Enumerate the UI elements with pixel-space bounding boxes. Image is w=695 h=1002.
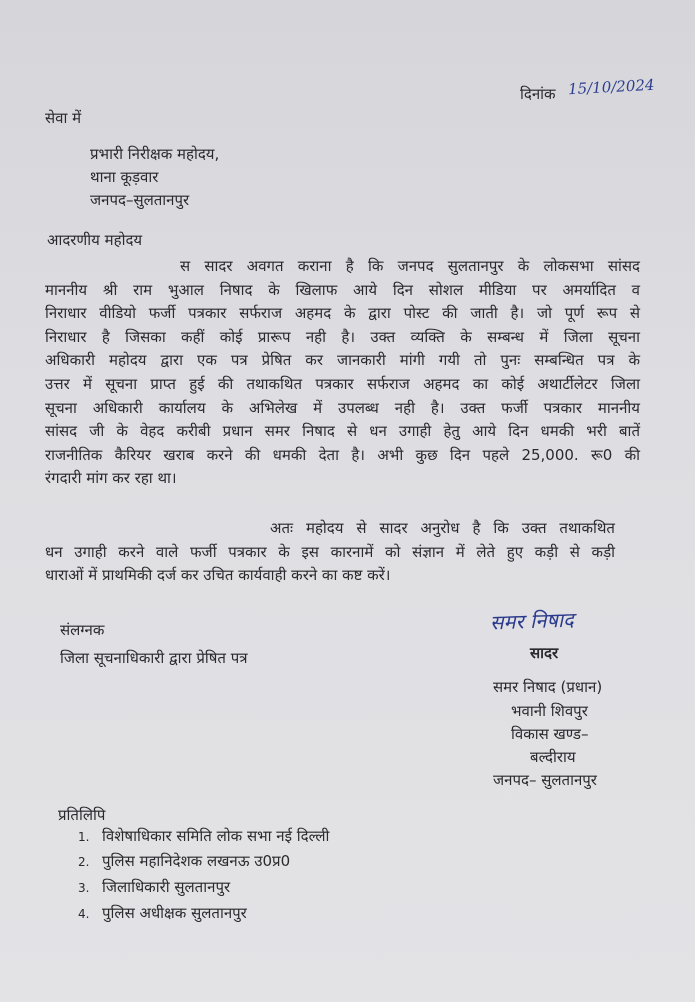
list-item-text: जिलाधिकारी सुलतानपुर bbox=[102, 878, 231, 896]
list-item-text: पुलिस महानिदेशक लखनऊ उ0प्र0 bbox=[102, 852, 291, 870]
copy-to-label: प्रतिलिपि bbox=[58, 806, 106, 824]
date-label: दिनांक bbox=[520, 85, 556, 103]
body-line: स सादर अवगत कराना है कि जनपद सुलतानपुर के लोकसभा सांसद bbox=[180, 257, 640, 275]
body-line: सूचना अधिकारी कार्यालय के अभिलेख में उपलब्ध नही है। उक्त फर्जी पत्रकार माननीय bbox=[45, 398, 640, 417]
request-line: धन उगाही करने वाले फर्जी पत्रकार के इस कारनामें को संज्ञान में लेते हुए कड़ी से कड़ी bbox=[45, 542, 615, 561]
recipient-line: जनपद–सुलतानपुर bbox=[90, 191, 190, 209]
list-item bbox=[78, 851, 290, 871]
request-line: अतः महोदय से सादर अनुरोध है कि उक्त तथाकथित bbox=[270, 519, 615, 537]
list-item-number: 1. bbox=[78, 830, 90, 844]
request-line: धाराओं में प्राथमिकी दर्ज कर उचित कार्यवाही करने का कष्ट करें। bbox=[45, 566, 391, 585]
recipient-seva: सेवा में bbox=[45, 109, 82, 127]
list-item bbox=[78, 826, 329, 846]
list-item-text: पुलिस अधीक्षक सुलतानपुर bbox=[102, 904, 247, 922]
sender-line: जनपद– सुलतानपुर bbox=[493, 771, 597, 789]
body-paragraph bbox=[45, 255, 640, 491]
sender-line: भवानी शिवपुर bbox=[511, 702, 588, 720]
handwritten-signature: समर निषाद bbox=[489, 607, 575, 635]
list-item-number: 3. bbox=[78, 881, 90, 895]
list-item-number: 2. bbox=[78, 855, 90, 869]
body-line: सांसद जी के वेहद करीबी प्रधान समर निषाद से धन उगाही हेतु आये दिन धमकी भरी बातें bbox=[45, 422, 640, 441]
sender-line: समर निषाद (प्रधान) bbox=[493, 678, 603, 696]
body-line: निराधार वीडियो फर्जी पत्रकार सर्फराज अहमद के द्वारा पोस्ट की जाती है। जो पूर्ण रूप से bbox=[45, 304, 640, 323]
list-item bbox=[78, 903, 247, 923]
salutation: आदरणीय महोदय bbox=[47, 231, 143, 249]
body-line: अधिकारी महोदय द्वारा एक पत्र प्रेषित कर जानकारी मांगी गयी तो पुनः सम्बन्धित पत्र के bbox=[45, 351, 640, 370]
date-value: 15/10/2024 bbox=[567, 75, 655, 99]
enclosure-label: संलग्नक bbox=[60, 621, 105, 639]
request-paragraph bbox=[45, 517, 615, 588]
body-line: निराधार है जिसका कहीं कोई प्रारूप नही है। उक्त व्यक्ति के सम्बन्ध में जिला सूचना bbox=[45, 327, 640, 346]
enclosure-item: जिला सूचनाधिकारी द्वारा प्रेषित पत्र bbox=[60, 649, 248, 667]
sender-line: बल्दीराय bbox=[530, 748, 576, 766]
recipient-line: थाना कूड़वार bbox=[90, 168, 159, 186]
body-line: रंगदारी मांग कर रहा था। bbox=[45, 469, 177, 488]
body-line: उत्तर में सूचना प्राप्त हुई की तथाकथित पत्रकार सर्फराज अहमद का कोई अथार्टीलेटर जिला bbox=[45, 374, 640, 393]
list-item bbox=[78, 877, 230, 897]
recipient-line: प्रभारी निरीक्षक महोदय, bbox=[90, 145, 220, 163]
list-item-number: 4. bbox=[78, 907, 90, 921]
body-line: माननीय श्री राम भुआल निषाद के खिलाफ आये दिन सोशल मीडिया पर अमर्यादित व bbox=[45, 280, 640, 299]
list-item-text: विशेषाधिकार समिति लोक सभा नई दिल्ली bbox=[102, 827, 330, 845]
closing-sadar: सादर bbox=[530, 644, 559, 662]
sender-line: विकास खण्ड– bbox=[511, 725, 589, 743]
body-line: राजनीतिक कैरियर खराब करने की धमकी देता है। अभी कुछ दिन पहले 25,000. रू0 की bbox=[45, 445, 640, 464]
